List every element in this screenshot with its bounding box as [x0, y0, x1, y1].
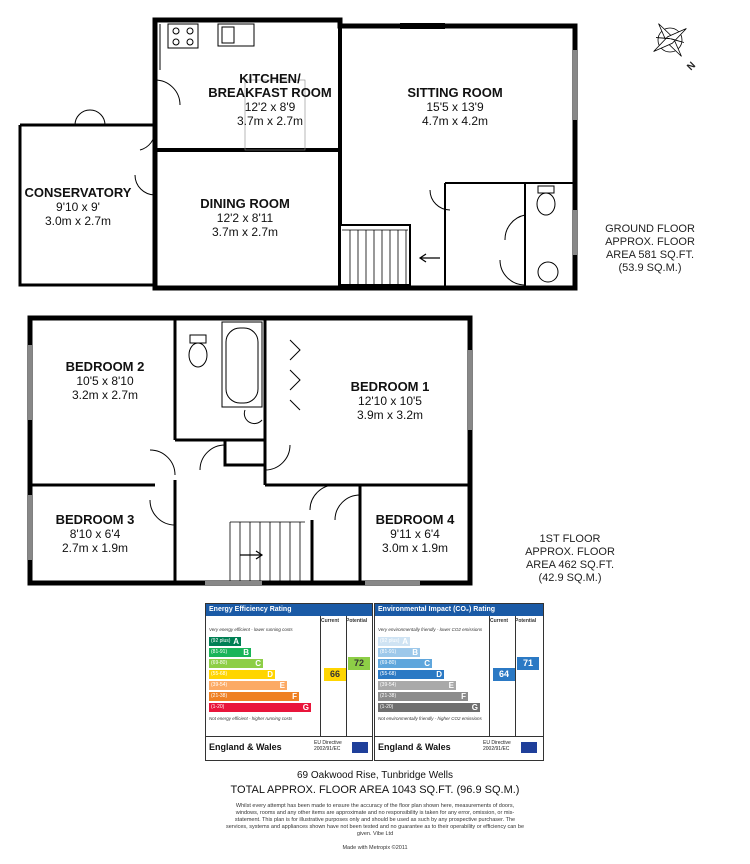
- band-range: (39-54): [380, 682, 397, 688]
- room-imperial: 9'11 x 6'4: [390, 527, 440, 541]
- environmental-impact-chart: [374, 603, 544, 761]
- compass-rose-icon: [651, 21, 688, 58]
- eu-flag-icon: [521, 742, 537, 753]
- column-divider: [489, 616, 490, 736]
- eu-directive: EU Directive 2002/91/EC: [314, 740, 342, 752]
- band-letter: F: [461, 692, 466, 701]
- region-label: England & Wales: [209, 742, 282, 752]
- divider: [206, 736, 372, 737]
- room-imperial: 12'2 x 8'9: [244, 100, 296, 114]
- eu-directive: EU Directive 2002/91/EC: [483, 740, 511, 752]
- room-bedroom-2: [45, 360, 165, 402]
- band-letter: C: [255, 659, 261, 668]
- room-metric: 3.0m x 2.7m: [44, 214, 112, 228]
- band-range: (69-80): [380, 660, 397, 666]
- room-dining: [175, 197, 315, 239]
- band-range: (81-91): [380, 649, 397, 655]
- rating-band: [209, 648, 251, 657]
- room-bedroom-4: [355, 513, 475, 555]
- column-divider: [320, 616, 321, 736]
- room-name: KITCHEN/ BREAKFAST ROOM: [208, 71, 332, 100]
- eu-flag-icon: [352, 742, 368, 753]
- band-range: (1-20): [380, 704, 394, 710]
- divider: [375, 736, 543, 737]
- ground-floor-interior: [160, 24, 575, 288]
- rating-band: [378, 670, 444, 679]
- made-with-credit: Made with Metropix ©2011: [342, 845, 408, 851]
- property-address: 69 Oakwood Rise, Tunbridge Wells: [296, 770, 453, 781]
- potential-rating-arrow: 71: [517, 657, 539, 670]
- bottom-note: Not environmentally friendly - higher CO2 emissions: [378, 716, 482, 721]
- room-name: BEDROOM 3: [55, 512, 135, 527]
- room-imperial: 12'2 x 8'11: [216, 211, 274, 225]
- energy-efficiency-chart: [205, 603, 373, 761]
- rating-band: [378, 692, 468, 701]
- band-letter: G: [471, 703, 478, 712]
- room-bedroom-1: [330, 380, 450, 422]
- room-metric: 2.7m x 1.9m: [61, 541, 129, 555]
- band-range: (55-68): [211, 671, 228, 677]
- room-conservatory: [22, 186, 134, 228]
- col-potential-header: Potential: [515, 618, 537, 624]
- band-letter: B: [243, 648, 249, 657]
- chart-title: Energy Efficiency Rating: [206, 604, 372, 616]
- band-letter: F: [292, 692, 297, 701]
- rating-band: [209, 692, 299, 701]
- disclaimer-text: Whilst every attempt has been made to ensure the accuracy of the floor plan shown here, measurements of doors, windows, rooms and any other items are approximate and no responsibility is taken for any error, omission, or mis-statement. This plan is for illustrative purposes only and should be used as such by any prospective purchaser. The services, systems and appliances shown have not been tested and no guarantee as to their operability or efficiency can be given. Vibe Ltd: [226, 803, 524, 837]
- band-letter: C: [424, 659, 430, 668]
- room-name: DINING ROOM: [200, 196, 290, 211]
- room-metric: 3.0m x 1.9m: [381, 541, 449, 555]
- compass-north-label: N: [685, 60, 699, 73]
- band-letter: A: [233, 637, 239, 646]
- column-divider: [515, 616, 516, 736]
- top-note: Very environmentally friendly - lower CO2 emissions: [378, 627, 483, 632]
- first-floor-stairs: [230, 522, 305, 583]
- band-range: (21-38): [380, 693, 397, 699]
- room-name: BEDROOM 2: [65, 359, 145, 374]
- band-letter: G: [302, 703, 309, 712]
- current-rating-arrow: 66: [324, 668, 346, 681]
- rating-band: [378, 703, 480, 712]
- band-letter: B: [412, 648, 418, 657]
- band-range: (69-80): [211, 660, 228, 666]
- band-range: (21-38): [211, 693, 228, 699]
- first-floor-area-label: 1ST FLOOR APPROX. FLOOR AREA 462 SQ.FT. (42.9 SQ.M.): [525, 533, 615, 584]
- band-range: (55-68): [380, 671, 397, 677]
- room-metric: 3.2m x 2.7m: [71, 388, 139, 402]
- room-metric: 3.7m x 2.7m: [236, 114, 304, 128]
- room-bedroom-3: [35, 513, 155, 555]
- room-metric: 3.9m x 3.2m: [356, 408, 424, 422]
- rating-band: [209, 681, 287, 690]
- col-potential-header: Potential: [346, 618, 368, 624]
- room-kitchen: [200, 72, 340, 128]
- band-range: (1-20): [211, 704, 225, 710]
- rating-band: [378, 648, 420, 657]
- room-name: CONSERVATORY: [24, 185, 132, 200]
- region-label: England & Wales: [378, 742, 451, 752]
- band-range: (92 plus): [211, 638, 231, 644]
- bottom-note: Not energy efficient - higher running costs: [209, 716, 293, 721]
- room-name: SITTING ROOM: [407, 85, 503, 100]
- room-imperial: 8'10 x 6'4: [69, 527, 121, 541]
- room-imperial: 10'5 x 8'10: [76, 374, 134, 388]
- room-imperial: 12'10 x 10'5: [358, 394, 422, 408]
- col-current-header: Current: [490, 618, 509, 624]
- room-metric: 3.7m x 2.7m: [211, 225, 279, 239]
- band-letter: E: [279, 681, 285, 690]
- rating-band: [378, 681, 456, 690]
- room-imperial: 9'10 x 9': [56, 200, 100, 214]
- room-name: BEDROOM 1: [350, 379, 430, 394]
- rating-band: [378, 659, 432, 668]
- col-current-header: Current: [321, 618, 340, 624]
- room-name: BEDROOM 4: [375, 512, 455, 527]
- room-sitting: [385, 86, 525, 128]
- band-range: (39-54): [211, 682, 228, 688]
- band-letter: A: [402, 637, 408, 646]
- rating-band: [209, 659, 263, 668]
- first-floor-doors: [150, 340, 360, 525]
- rating-band: [209, 637, 241, 646]
- band-letter: E: [448, 681, 454, 690]
- top-note: Very energy efficient - lower running costs: [209, 627, 293, 632]
- band-letter: D: [436, 670, 442, 679]
- potential-rating-arrow: 72: [348, 657, 370, 670]
- rating-band: [378, 637, 410, 646]
- room-metric: 4.7m x 4.2m: [421, 114, 489, 128]
- rating-band: [209, 703, 311, 712]
- ground-floor-area-label: GROUND FLOOR APPROX. FLOOR AREA 581 SQ.FT. (53.9 SQ.M.): [605, 223, 695, 274]
- band-range: (81-91): [211, 649, 228, 655]
- room-imperial: 15'5 x 13'9: [426, 100, 484, 114]
- rating-band: [209, 670, 275, 679]
- current-rating-arrow: 64: [493, 668, 515, 681]
- chart-title: Environmental Impact (CO₂) Rating: [375, 604, 543, 616]
- column-divider: [346, 616, 347, 736]
- total-floor-area: TOTAL APPROX. FLOOR AREA 1043 SQ.FT. (96.9 SQ.M.): [230, 784, 520, 796]
- band-range: (92 plus): [380, 638, 400, 644]
- band-letter: D: [267, 670, 273, 679]
